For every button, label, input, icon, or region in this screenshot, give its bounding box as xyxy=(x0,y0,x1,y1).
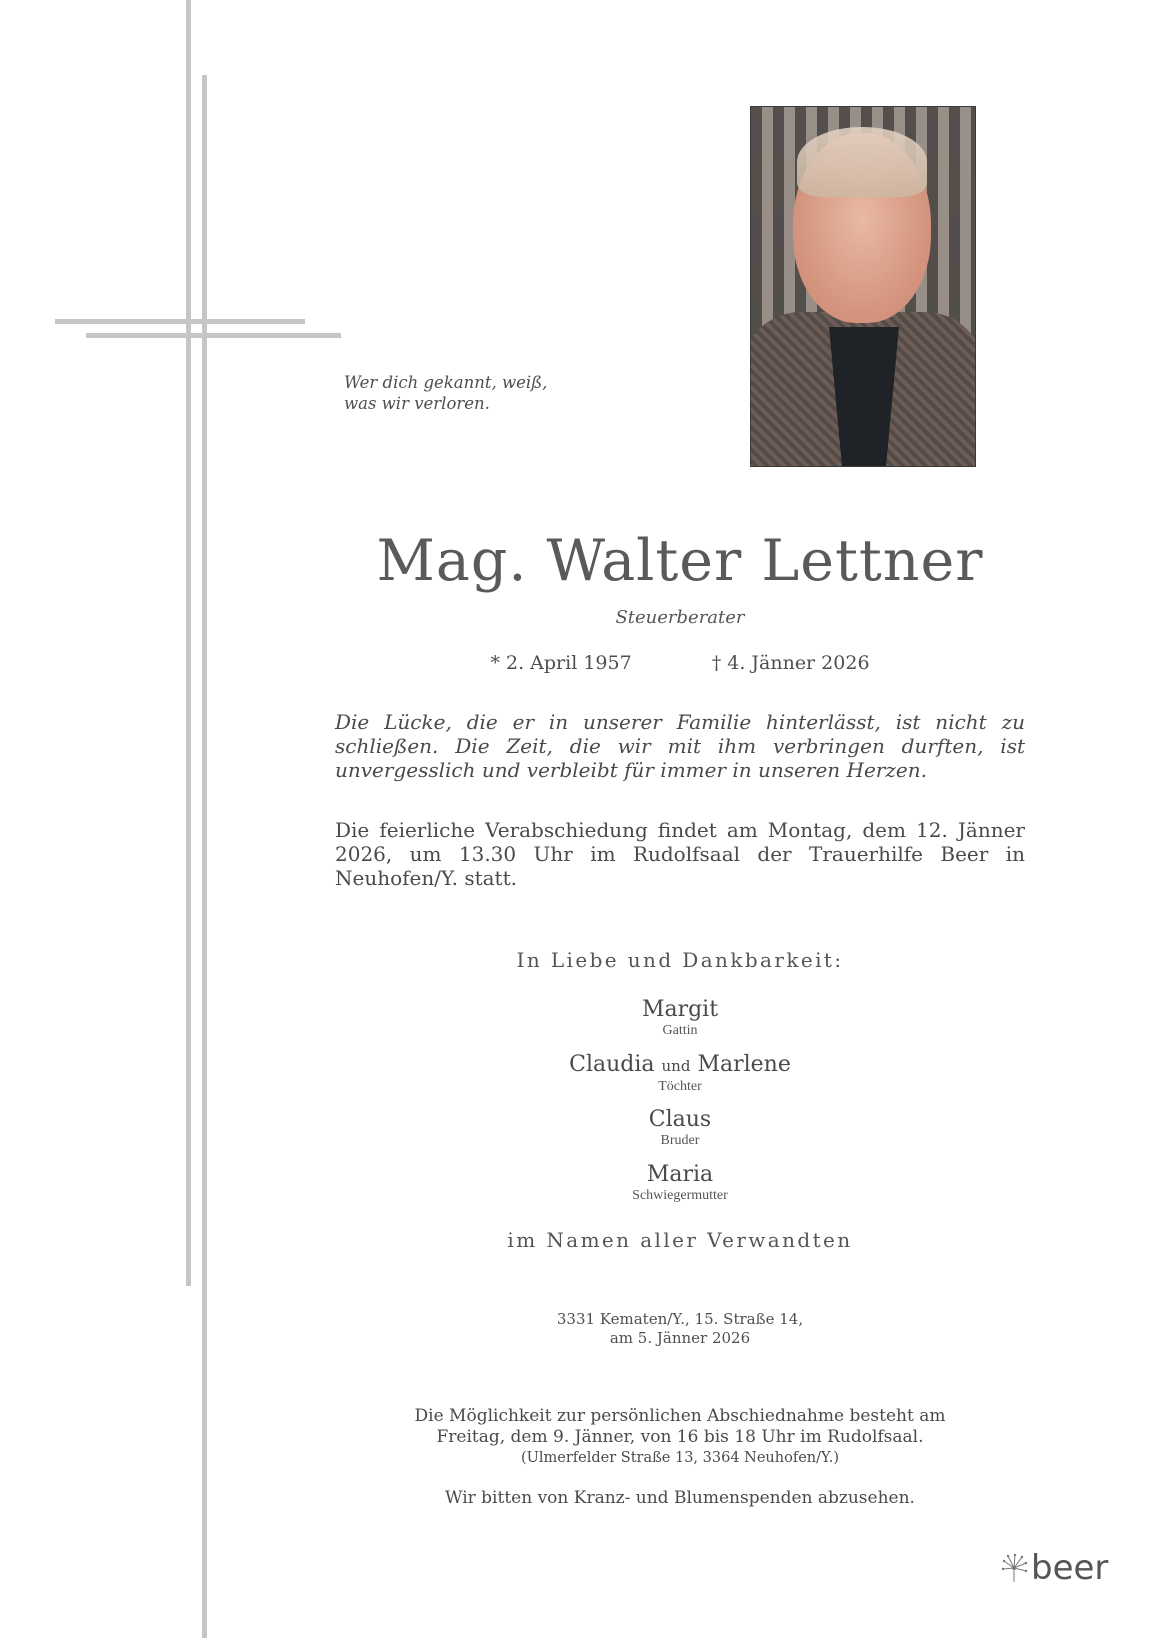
death-date: † 4. Jänner 2026 xyxy=(711,652,870,674)
place-line: 3331 Kematen/Y., 15. Straße 14, xyxy=(556,1310,804,1328)
cross-vertical-bar-2 xyxy=(202,75,207,1638)
date-line: am 5. Jänner 2026 xyxy=(609,1329,751,1347)
mourner-relation: Schwiegermutter xyxy=(632,1188,728,1203)
mourner-relation: Gattin xyxy=(662,1023,698,1038)
mourner xyxy=(330,1107,1030,1149)
ceremony-paragraph: Die feierliche Verabschiedung findet am Montag, dem 12. Jänner 2026, um 13.30 Uhr im Rudolfsaal der Trauerhilfe Beer in Neuhofen/Y. statt. xyxy=(335,818,1025,890)
mourner xyxy=(330,997,1030,1039)
birth-date: * 2. April 1957 xyxy=(490,652,632,674)
thanks-heading: In Liebe und Dankbarkeit: xyxy=(516,948,844,972)
mourner xyxy=(330,1162,1030,1204)
cross-horizontal-bar-2 xyxy=(86,333,341,338)
quote-line: Wer dich gekannt, weiß, xyxy=(344,373,548,392)
mourner xyxy=(330,1052,1030,1095)
mourner-name: Margit xyxy=(641,997,719,1022)
portrait-photo xyxy=(750,106,976,467)
family-line: im Namen aller Verwandten xyxy=(507,1228,853,1252)
mourner-relation: Bruder xyxy=(660,1133,700,1148)
dandelion-icon xyxy=(1000,1553,1030,1583)
farewell-address: (Ulmerfelder Straße 13, 3364 Neuhofen/Y.) xyxy=(521,1450,839,1466)
mourner-name: Claudia und Marlene xyxy=(569,1052,791,1077)
cross-vertical-bar-1 xyxy=(186,0,191,1286)
cross-horizontal-bar-1 xyxy=(55,319,305,324)
deceased-name: Mag. Walter Lettner xyxy=(376,528,984,594)
beer-logo xyxy=(1000,1548,1110,1588)
life-dates xyxy=(330,652,1030,674)
mourner-name: Maria xyxy=(646,1162,714,1187)
mourner-name: Claus xyxy=(648,1107,712,1132)
farewell-line: Freitag, dem 9. Jänner, von 16 bis 18 Uhr im Rudolfsaal. xyxy=(436,1427,924,1447)
flowers-note: Wir bitten von Kranz- und Blumenspenden abzusehen. xyxy=(445,1488,915,1508)
farewell-info xyxy=(330,1406,1030,1469)
farewell-line: Die Möglichkeit zur persönlichen Abschiednahme besteht am xyxy=(414,1406,946,1426)
quote-line: was wir verloren. xyxy=(344,394,490,413)
memorial-paragraph: Die Lücke, die er in unserer Familie hinterlässt, ist nicht zu schließen. Die Zeit, die wir mit ihm verbringen durften, ist unvergesslich und verbleibt für immer in unseren Herzen. xyxy=(335,710,1025,782)
quote xyxy=(344,372,547,414)
profession: Steuerberater xyxy=(615,607,745,628)
logo-wordmark: beer xyxy=(1031,1548,1109,1588)
mourner-relation: Töchter xyxy=(658,1079,702,1094)
place-date xyxy=(330,1310,1030,1348)
